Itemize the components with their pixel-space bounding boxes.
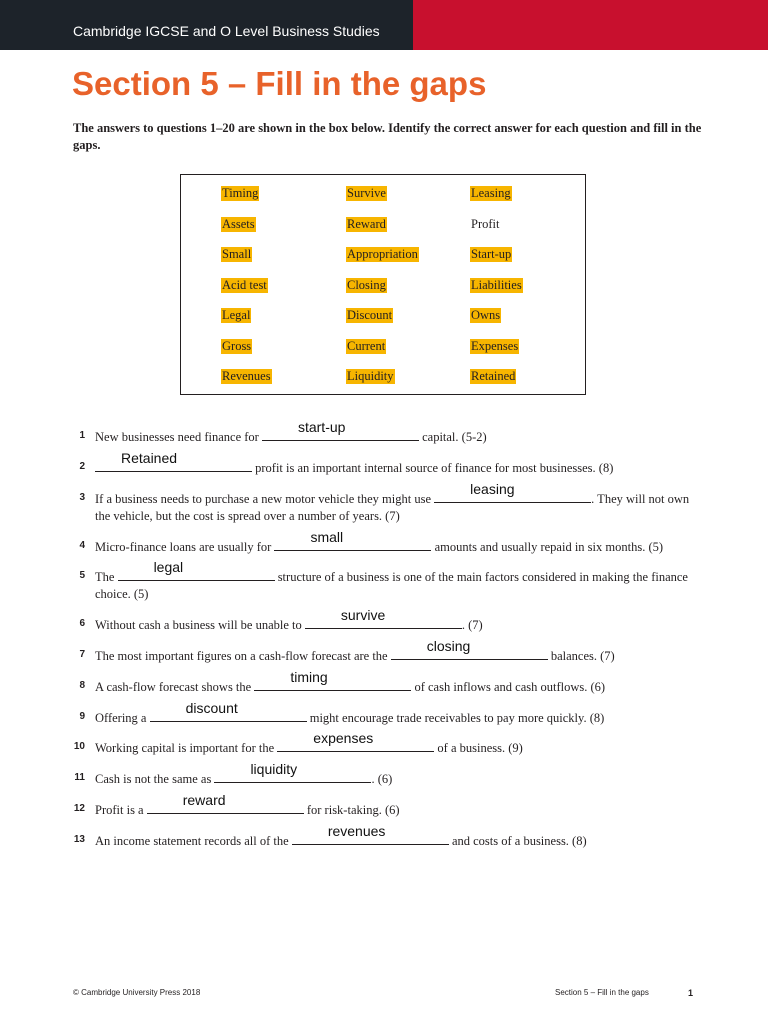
question-text-after: of a business. (9) (437, 741, 523, 755)
filled-answer: legal (153, 559, 184, 575)
header-red-band (413, 0, 768, 50)
question-text-before: If a business needs to purchase a new motor vehicle they might use (95, 492, 432, 506)
question-text-before: New businesses need finance for (95, 430, 259, 444)
answer-word: Liquidity (347, 369, 394, 383)
question-text-after: for risk-taking. (6) (306, 803, 400, 817)
answer-blank[interactable] (214, 761, 371, 783)
answer-word: Owns (471, 308, 501, 322)
answer-word: Assets (222, 216, 255, 231)
filled-answer: discount (185, 700, 238, 716)
section-title: Section 5 – Fill in the gaps (72, 65, 487, 102)
filled-answer: liquidity (250, 761, 298, 777)
answer-blank[interactable] (95, 450, 252, 472)
question-text-before: The most important figures on a cash-flow forecast are the (95, 649, 388, 663)
question-text (95, 529, 699, 556)
answer-blank[interactable] (150, 700, 307, 722)
answer-word: Revenues (222, 369, 271, 383)
question-text-after: and costs of a business. (8) (451, 834, 587, 848)
filled-answer: small (310, 529, 344, 545)
question-text-after: structure of a business is one of the main factors considered in making the finance choice. (5) (95, 570, 688, 601)
answer-blank[interactable] (305, 607, 462, 629)
question-text-after: profit is an important internal source of finance for most businesses. (8) (255, 461, 614, 475)
question-number: 9 (79, 711, 85, 722)
footer-page-number: 1 (688, 988, 694, 998)
question-number: 5 (79, 570, 85, 581)
question-text-after: amounts and usually repaid in six months. (5) (434, 540, 664, 554)
answer-word: Legal (222, 308, 251, 322)
question-text (95, 450, 699, 477)
answer-blank[interactable] (254, 669, 411, 691)
question-number: 8 (79, 680, 85, 691)
answer-word: Reward (347, 216, 386, 231)
footer-copyright: © Cambridge University Press 2018 (73, 988, 201, 997)
answer-word: Gross (222, 338, 252, 353)
answer-word: Liabilities (471, 277, 522, 292)
question-text-after: . (7) (461, 618, 483, 632)
question-text-after: capital. (5-2) (422, 430, 487, 444)
answer-word: Start-up (471, 247, 512, 261)
answer-word: Retained (471, 369, 516, 383)
question-text-before: Profit is a (95, 803, 144, 817)
filled-answer: reward (182, 792, 226, 808)
question-text (95, 669, 699, 696)
question-text-before: A cash-flow forecast shows the (95, 680, 252, 694)
question-text-after: . (6) (371, 772, 393, 786)
question-text-before: The (95, 570, 115, 584)
question-number: 1 (79, 430, 85, 441)
answer-blank[interactable] (262, 419, 419, 441)
question-number: 7 (79, 649, 85, 660)
filled-answer: leasing (470, 481, 515, 497)
question-text-after: balances. (7) (550, 649, 615, 663)
question-number: 6 (79, 618, 85, 629)
answer-word: Profit (471, 216, 500, 231)
filled-answer: revenues (327, 823, 386, 839)
question-text (95, 823, 699, 850)
question-number: 10 (73, 741, 85, 752)
question-text (95, 700, 699, 727)
answer-word: Closing (347, 277, 386, 292)
answer-word: Small (222, 247, 252, 261)
filled-answer: timing (290, 669, 328, 685)
question-text (95, 792, 699, 819)
answer-word: Survive (347, 186, 386, 200)
question-number: 11 (74, 772, 85, 783)
question-text (95, 730, 699, 757)
answer-blank[interactable] (292, 823, 449, 845)
answer-word: Appropriation (347, 247, 418, 261)
answer-word: Expenses (471, 338, 519, 353)
question-text (95, 607, 699, 634)
answer-blank[interactable] (118, 559, 275, 581)
question-number: 13 (73, 834, 85, 845)
answer-word-box (180, 174, 586, 395)
header-title: Cambridge IGCSE and O Level Business Studies (73, 23, 380, 39)
answer-word: Leasing (471, 186, 511, 200)
question-text (95, 481, 699, 525)
question-text (95, 638, 699, 665)
question-text (95, 419, 699, 446)
question-text-before: Offering a (95, 711, 147, 725)
answer-word: Timing (222, 186, 259, 200)
filled-answer: Retained (121, 450, 178, 466)
question-number: 2 (79, 461, 85, 472)
question-number: 3 (79, 492, 85, 503)
filled-answer: start-up (297, 419, 346, 435)
answer-blank[interactable] (274, 529, 431, 551)
question-text-before: Micro-finance loans are usually for (95, 540, 272, 554)
question-text-before: An income statement records all of the (95, 834, 289, 848)
answer-word: Acid test (222, 277, 267, 292)
question-text-before: Working capital is important for the (95, 741, 275, 755)
question-text-before: Cash is not the same as (95, 772, 212, 786)
page-header (0, 0, 768, 50)
question-text (95, 761, 699, 788)
footer-section-label: Section 5 – Fill in the gaps (555, 988, 649, 997)
filled-answer: expenses (313, 730, 374, 746)
filled-answer: survive (340, 607, 386, 623)
answer-word: Current (347, 338, 386, 353)
question-text-before: Without cash a business will be unable to (95, 618, 302, 632)
answer-blank[interactable] (391, 638, 548, 660)
question-text-after: might encourage trade receivables to pay more quickly. (8) (309, 711, 605, 725)
instructions: The answers to questions 1–20 are shown in the box below. Identify the correct answer for each question and fill in the gaps. (73, 121, 702, 152)
answer-blank[interactable] (147, 792, 304, 814)
answer-blank[interactable] (277, 730, 434, 752)
answer-blank[interactable] (434, 481, 591, 503)
question-text (95, 559, 699, 603)
question-number: 12 (73, 803, 85, 814)
question-number: 4 (79, 540, 85, 551)
question-text-after: . They will not own the vehicle, but the cost is spread over a number of years. (7) (95, 492, 690, 523)
filled-answer: closing (426, 638, 471, 654)
question-text-after: of cash inflows and cash outflows. (6) (414, 680, 606, 694)
answer-word: Discount (347, 308, 393, 322)
